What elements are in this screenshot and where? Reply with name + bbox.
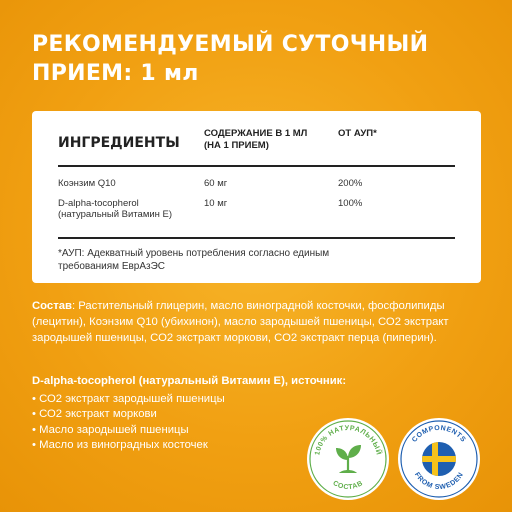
row1-ingredient: Коэнзим Q10 bbox=[58, 178, 116, 189]
natural-badge-graphic bbox=[307, 418, 389, 500]
row2-ingredient-line2: (натуральный Витамин Е) bbox=[58, 209, 173, 220]
row2-amount: 10 мг bbox=[204, 198, 228, 209]
source-list bbox=[32, 392, 225, 453]
composition-body: : Растительный глицерин, масло виноградной косточки, фосфолипиды (лецитин), Коэнзим Q10 (убихинон), масло зародышей пшеницы, СО2 экстракт зародышей пшеницы, СО2 экстракт моркови, СО2 экстракт перца (пиперин). bbox=[32, 300, 449, 344]
table-header-rule bbox=[58, 165, 455, 167]
aup-footnote bbox=[58, 247, 448, 273]
natural-badge-top-text: 100% НАТУРАЛЬНЫЙ bbox=[314, 424, 382, 456]
title-line-2: ПРИЕМ: 1 мл bbox=[32, 61, 199, 86]
header-content-line2: (НА 1 ПРИЕМ) bbox=[204, 140, 269, 151]
sweden-badge-graphic bbox=[398, 418, 480, 500]
header-content bbox=[204, 128, 307, 152]
page-title bbox=[32, 30, 482, 88]
composition-text bbox=[32, 298, 482, 346]
row1-amount: 60 мг bbox=[204, 178, 228, 189]
row2-ingredient bbox=[58, 198, 172, 220]
row2-aup: 100% bbox=[338, 198, 363, 209]
list-item: • Масло зародышей пшеницы bbox=[32, 423, 225, 438]
row1-aup: 200% bbox=[338, 178, 363, 189]
aup-footnote-line1: *АУП: Адекватный уровень потребления согласно единым bbox=[58, 248, 330, 259]
list-item: • Масло из виноградных косточек bbox=[32, 438, 225, 453]
header-aup: ОТ АУП* bbox=[338, 128, 377, 139]
list-item: • СО2 экстракт моркови bbox=[32, 407, 225, 422]
svg-text:COMPONENTS bbox=[411, 425, 467, 444]
natural-composition-badge bbox=[307, 418, 389, 500]
header-ingredients: ИНГРЕДИЕНТЫ bbox=[58, 135, 180, 151]
header-content-line1: СОДЕРЖАНИЕ В 1 МЛ bbox=[204, 128, 308, 139]
sweden-flag-icon bbox=[422, 442, 456, 476]
source-title: D-alpha-tocopherol (натуральный Витамин Е), источник: bbox=[32, 375, 347, 387]
row2-ingredient-line1: D-alpha-tocopherol bbox=[58, 198, 139, 209]
sprout-icon bbox=[336, 445, 361, 473]
sweden-badge-bottom-text: FROM SWEDEN bbox=[412, 471, 466, 492]
list-item: • СО2 экстракт зародышей пшеницы bbox=[32, 392, 225, 407]
sweden-badge-top-text: COMPONENTS bbox=[411, 424, 467, 444]
composition-label: Состав bbox=[32, 300, 72, 312]
svg-text:СОСТАВ bbox=[332, 480, 365, 491]
sweden-components-badge bbox=[398, 418, 480, 500]
nutrition-table-card bbox=[32, 111, 481, 283]
title-line-1: РЕКОМЕНДУЕМЫЙ СУТОЧНЫЙ bbox=[32, 32, 429, 57]
aup-footnote-line2: требованиям ЕврАзЭС bbox=[58, 261, 166, 272]
table-bottom-rule bbox=[58, 237, 455, 239]
natural-badge-bottom-text: СОСТАВ bbox=[331, 479, 365, 492]
